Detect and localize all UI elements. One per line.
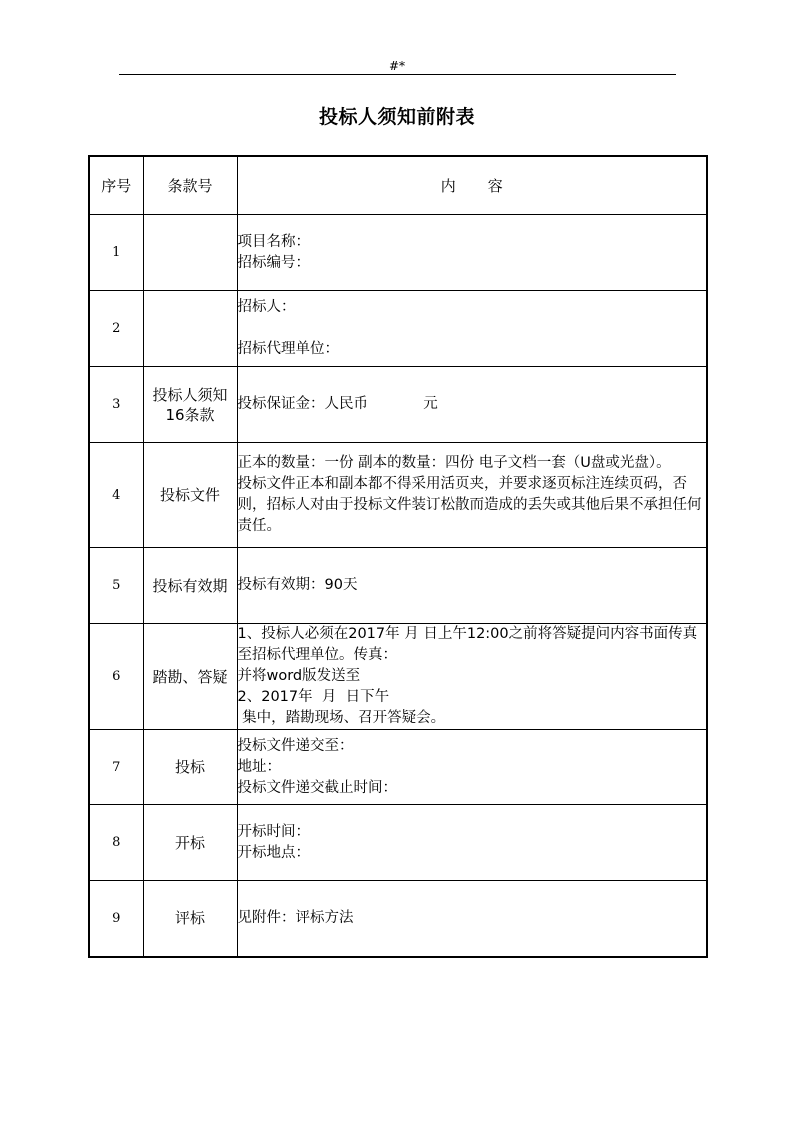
table-row <box>89 624 707 730</box>
row-content <box>237 443 707 548</box>
row-no: 4 <box>89 443 143 548</box>
table-row <box>89 367 707 443</box>
content-line: 投标保证金：人民币 元 <box>237 396 438 412</box>
row-content <box>237 291 707 367</box>
content-line: 开标时间： <box>237 823 310 840</box>
table-row <box>89 548 707 624</box>
content-line: 投标文件递交截止时间： <box>237 779 397 796</box>
row-no: 1 <box>89 215 143 291</box>
table-row <box>89 805 707 881</box>
table-header-row <box>89 156 707 215</box>
content-line: 开标地点： <box>237 844 310 861</box>
row-clause: 开标 <box>143 805 237 881</box>
row-clause <box>143 215 237 291</box>
document-title: 投标人须知前附表 <box>318 106 475 128</box>
content-line: 正本的数量：一份 副本的数量：四份 电子文档一套（U盘或光盘）。 <box>237 455 671 471</box>
row-no: 5 <box>89 548 143 624</box>
table-row <box>89 215 707 291</box>
content-line: 并将word版发送至 <box>237 668 361 684</box>
content-line: 招标人： <box>237 299 296 315</box>
content-line: 投标有效期：90天 <box>237 577 358 593</box>
row-no: 7 <box>89 730 143 805</box>
row-no: 3 <box>89 367 143 443</box>
content-line: 地址： <box>237 758 281 775</box>
row-clause: 投标 <box>143 730 237 805</box>
content-line: 项目名称： <box>237 233 310 250</box>
content-line: 招标编号： <box>237 254 310 271</box>
content-line: 1、投标人必须在2017年 月 日上午12:00之前将答疑提问内容书面传真至招标代理单位。传真： <box>237 626 698 663</box>
row-content <box>237 624 707 730</box>
row-clause <box>143 291 237 367</box>
row-content <box>237 215 707 291</box>
header-rule <box>119 74 676 75</box>
table-row <box>89 730 707 805</box>
header-content: 内容 <box>237 156 707 215</box>
content-line: 集中，踏勘现场、召开答疑会。 <box>237 710 446 726</box>
row-no: 8 <box>89 805 143 881</box>
table-row <box>89 291 707 367</box>
table-row <box>89 881 707 957</box>
row-clause: 投标人须知16条款 <box>143 367 237 443</box>
row-clause: 踏勘、答疑 <box>143 624 237 730</box>
row-no: 2 <box>89 291 143 367</box>
row-no: 9 <box>89 881 143 957</box>
row-content <box>237 881 707 957</box>
header-no: 序号 <box>89 156 143 215</box>
page-header-mark: #* <box>388 59 406 73</box>
row-content <box>237 367 707 443</box>
content-line: 投标文件正本和副本都不得采用活页夹，并要求逐页标注连续页码，否则，招标人对由于投标文件装订松散而造成的丢失或其他后果不承担任何责任。 <box>237 476 702 534</box>
content-line: 2、2017年 月 日下午 <box>237 689 390 705</box>
table-row <box>89 443 707 548</box>
row-clause: 评标 <box>143 881 237 957</box>
row-clause: 投标有效期 <box>143 548 237 624</box>
content-line: 投标文件递交至： <box>237 737 354 754</box>
row-content <box>237 548 707 624</box>
header-clause: 条款号 <box>143 156 237 215</box>
row-no: 6 <box>89 624 143 730</box>
content-blank-line <box>238 318 707 339</box>
row-clause: 投标文件 <box>143 443 237 548</box>
row-content <box>237 805 707 881</box>
row-content <box>237 730 707 805</box>
content-line: 见附件：评标方法 <box>237 909 354 926</box>
bidder-instructions-table <box>88 155 708 958</box>
content-line: 招标代理单位： <box>237 341 339 357</box>
